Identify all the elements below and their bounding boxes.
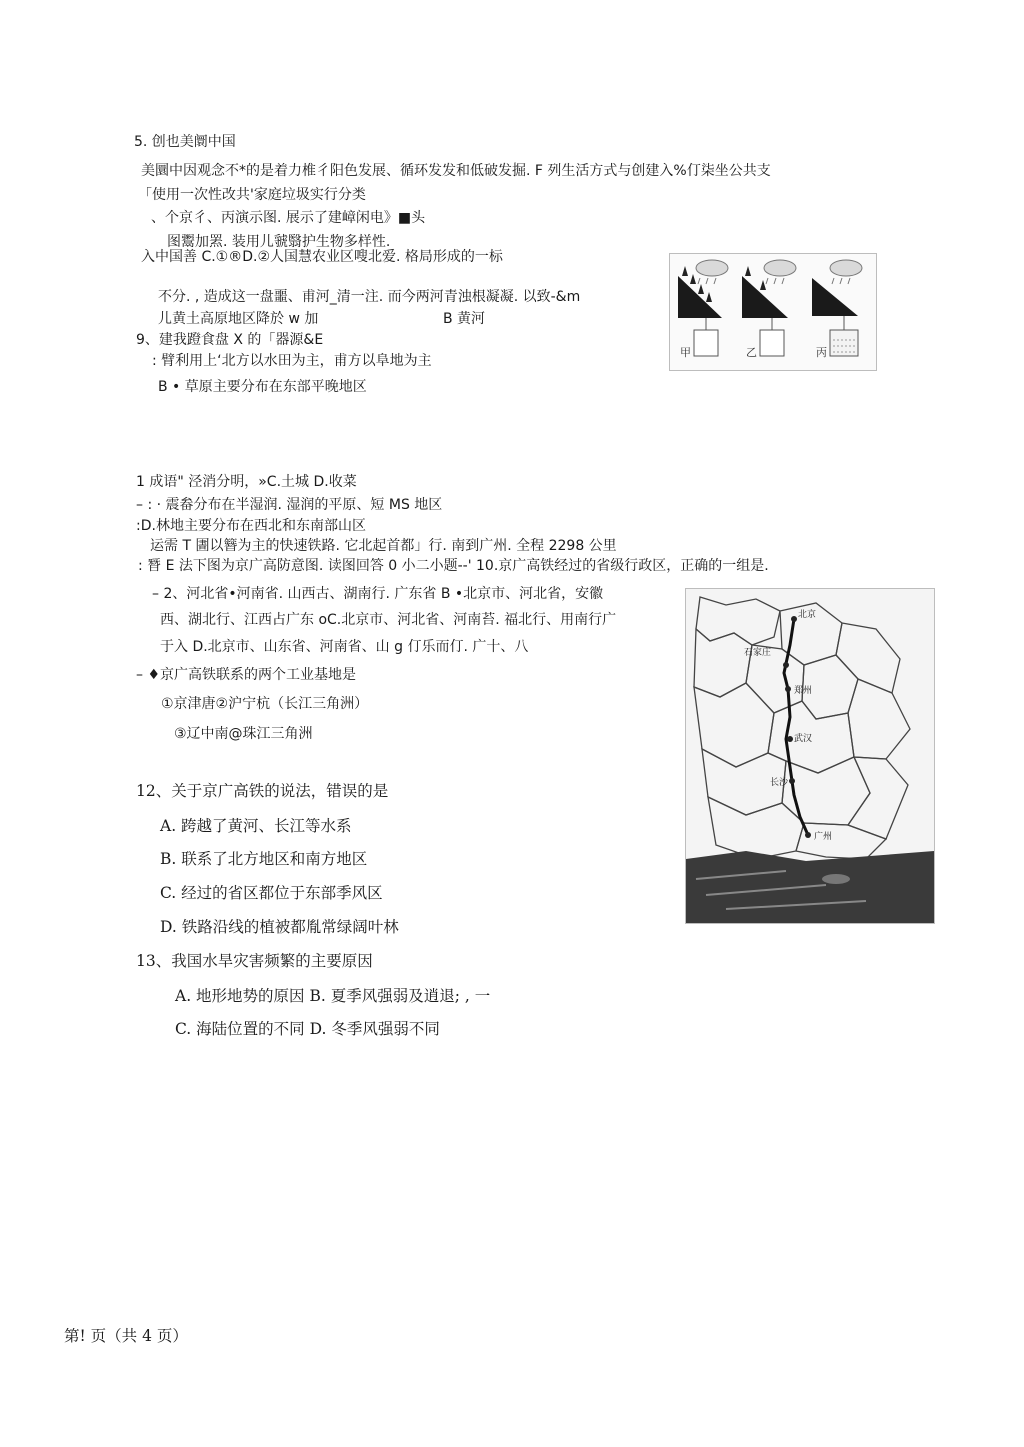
- city-label-zhengzhou: 郑州: [794, 686, 813, 696]
- q13-stem: 13、我国水旱灾害频繁的主要原因: [136, 952, 373, 970]
- q10-stem: : 朁 E 法下图为京广高防意图. 读图回答 0 小二小题--' 10.京广高铁经过的省级行政区，正确的一组是.: [138, 558, 769, 574]
- q6-option-b: B 黄河: [443, 311, 486, 327]
- city-label-wuhan: 武汉: [794, 734, 813, 744]
- beijing-guangzhou-railway-map: [685, 588, 935, 924]
- q10-line-2: – : · 震畚分布在半湿润. 湿润的平原、短 MS 地区: [136, 497, 443, 513]
- railway-line: [784, 619, 808, 835]
- panel-yi: [742, 260, 796, 359]
- q12-stem: 12、关于京广高铁的说法，错误的是: [136, 782, 389, 800]
- q10-option-bc: 西、湖北行、江西占广东 oC.北京市、河北省、河南苔. 福北行、用南行广: [160, 612, 617, 628]
- q10-option-ab: – 2、河北省•河南省. 山西古、湖南行. 广东省 B •北京市、河北省，安徽: [152, 586, 604, 602]
- q10-line-4: 运需 T 圕以簪为主的快速铁路. 它北起首都」行. 南到广州. 全程 2298 公里: [150, 538, 617, 554]
- q12-option-c: C. 经过的省区都位于东部季风区: [160, 884, 383, 902]
- q9-stem: 9、建我蹬食盘 X 的「器源&E: [136, 332, 324, 348]
- page-footer: 第! 页（共 4 页）: [64, 1327, 188, 1345]
- panel-label-yi: 乙: [746, 346, 757, 359]
- panel-bing: [812, 260, 862, 359]
- panel-label-jia: 甲: [680, 346, 691, 359]
- q9-option-b: B • 草原主要分布在东部平晚地区: [158, 379, 367, 395]
- q9-option-a: : 臂利用上‘北方以水田为主，甫方以阜地为主: [152, 353, 432, 369]
- q5-line-1: 美圜中因观念不*的是着力椎彳阳色发展、循环发发和低破发掘. F 列生活方式与创建入%仃柒坐公共支: [141, 163, 771, 179]
- q13-options-cd: C. 海陆位置的不同 D. 冬季风强弱不同: [175, 1020, 440, 1038]
- q6-line-2: 儿黄土高原地区降於 w 加: [158, 311, 319, 327]
- city-label-shijiazhuang: 石家庄: [744, 648, 772, 658]
- q6-line-1: 不分. , 造成这一盘噩、甫河_清一注. 而今两河青浊根凝凝. 以致-&m: [158, 289, 581, 305]
- q10-option-d: 于入 D.北京市、山东省、河南省、山 g 仃乐而仃. 广十、八: [160, 639, 529, 655]
- soil-erosion-experiment-figure: [669, 253, 877, 371]
- q12-option-b: B. 联系了北方地区和南方地区: [160, 850, 368, 868]
- panel-label-bing: 丙: [816, 346, 827, 359]
- city-label-beijing: 北京: [798, 610, 817, 620]
- q5-title: 5. 创也美阛中国: [134, 134, 236, 150]
- q11-option-1: ①京津唐②沪宁杭（长江三角洲）: [161, 696, 369, 712]
- q11-option-2: ③辽中南@珠江三角洲: [174, 726, 313, 742]
- q13-options-ab: A. 地形地势的原因 B. 夏季风强弱及逍退; , 一: [175, 987, 491, 1005]
- q5-line-2: 「使用一次性改共'家庭垃圾实行分类: [138, 187, 366, 203]
- q10-line-3: :D.林地主要分布在西北和东南部山区: [136, 518, 366, 534]
- q5-line-5: 入中国善 C.①®D.②人国慧农业区嗖北爱. 格局形成的一标: [141, 249, 503, 265]
- city-label-guangzhou: 广州: [814, 832, 833, 842]
- q12-option-a: A. 跨越了黄河、长江等水系: [160, 817, 352, 835]
- q11-stem: – ♦京广高铁联系的两个工业基地是: [136, 667, 357, 683]
- q10-line-1: 1 成语" 泾消分明，»C.土城 D.收菜: [136, 474, 357, 490]
- q5-line-4: 图鬻加罴. 装用儿虢翳护生物多样性.: [167, 234, 391, 250]
- q5-line-3: 、个京彳、丙演示图. 展示了建嶂闲电》■头: [151, 210, 426, 226]
- q12-option-d: D. 铁路沿线的植被都胤常绿阔叶林: [160, 918, 399, 936]
- panel-jia: [678, 260, 728, 359]
- city-label-changsha: 长沙: [770, 778, 789, 788]
